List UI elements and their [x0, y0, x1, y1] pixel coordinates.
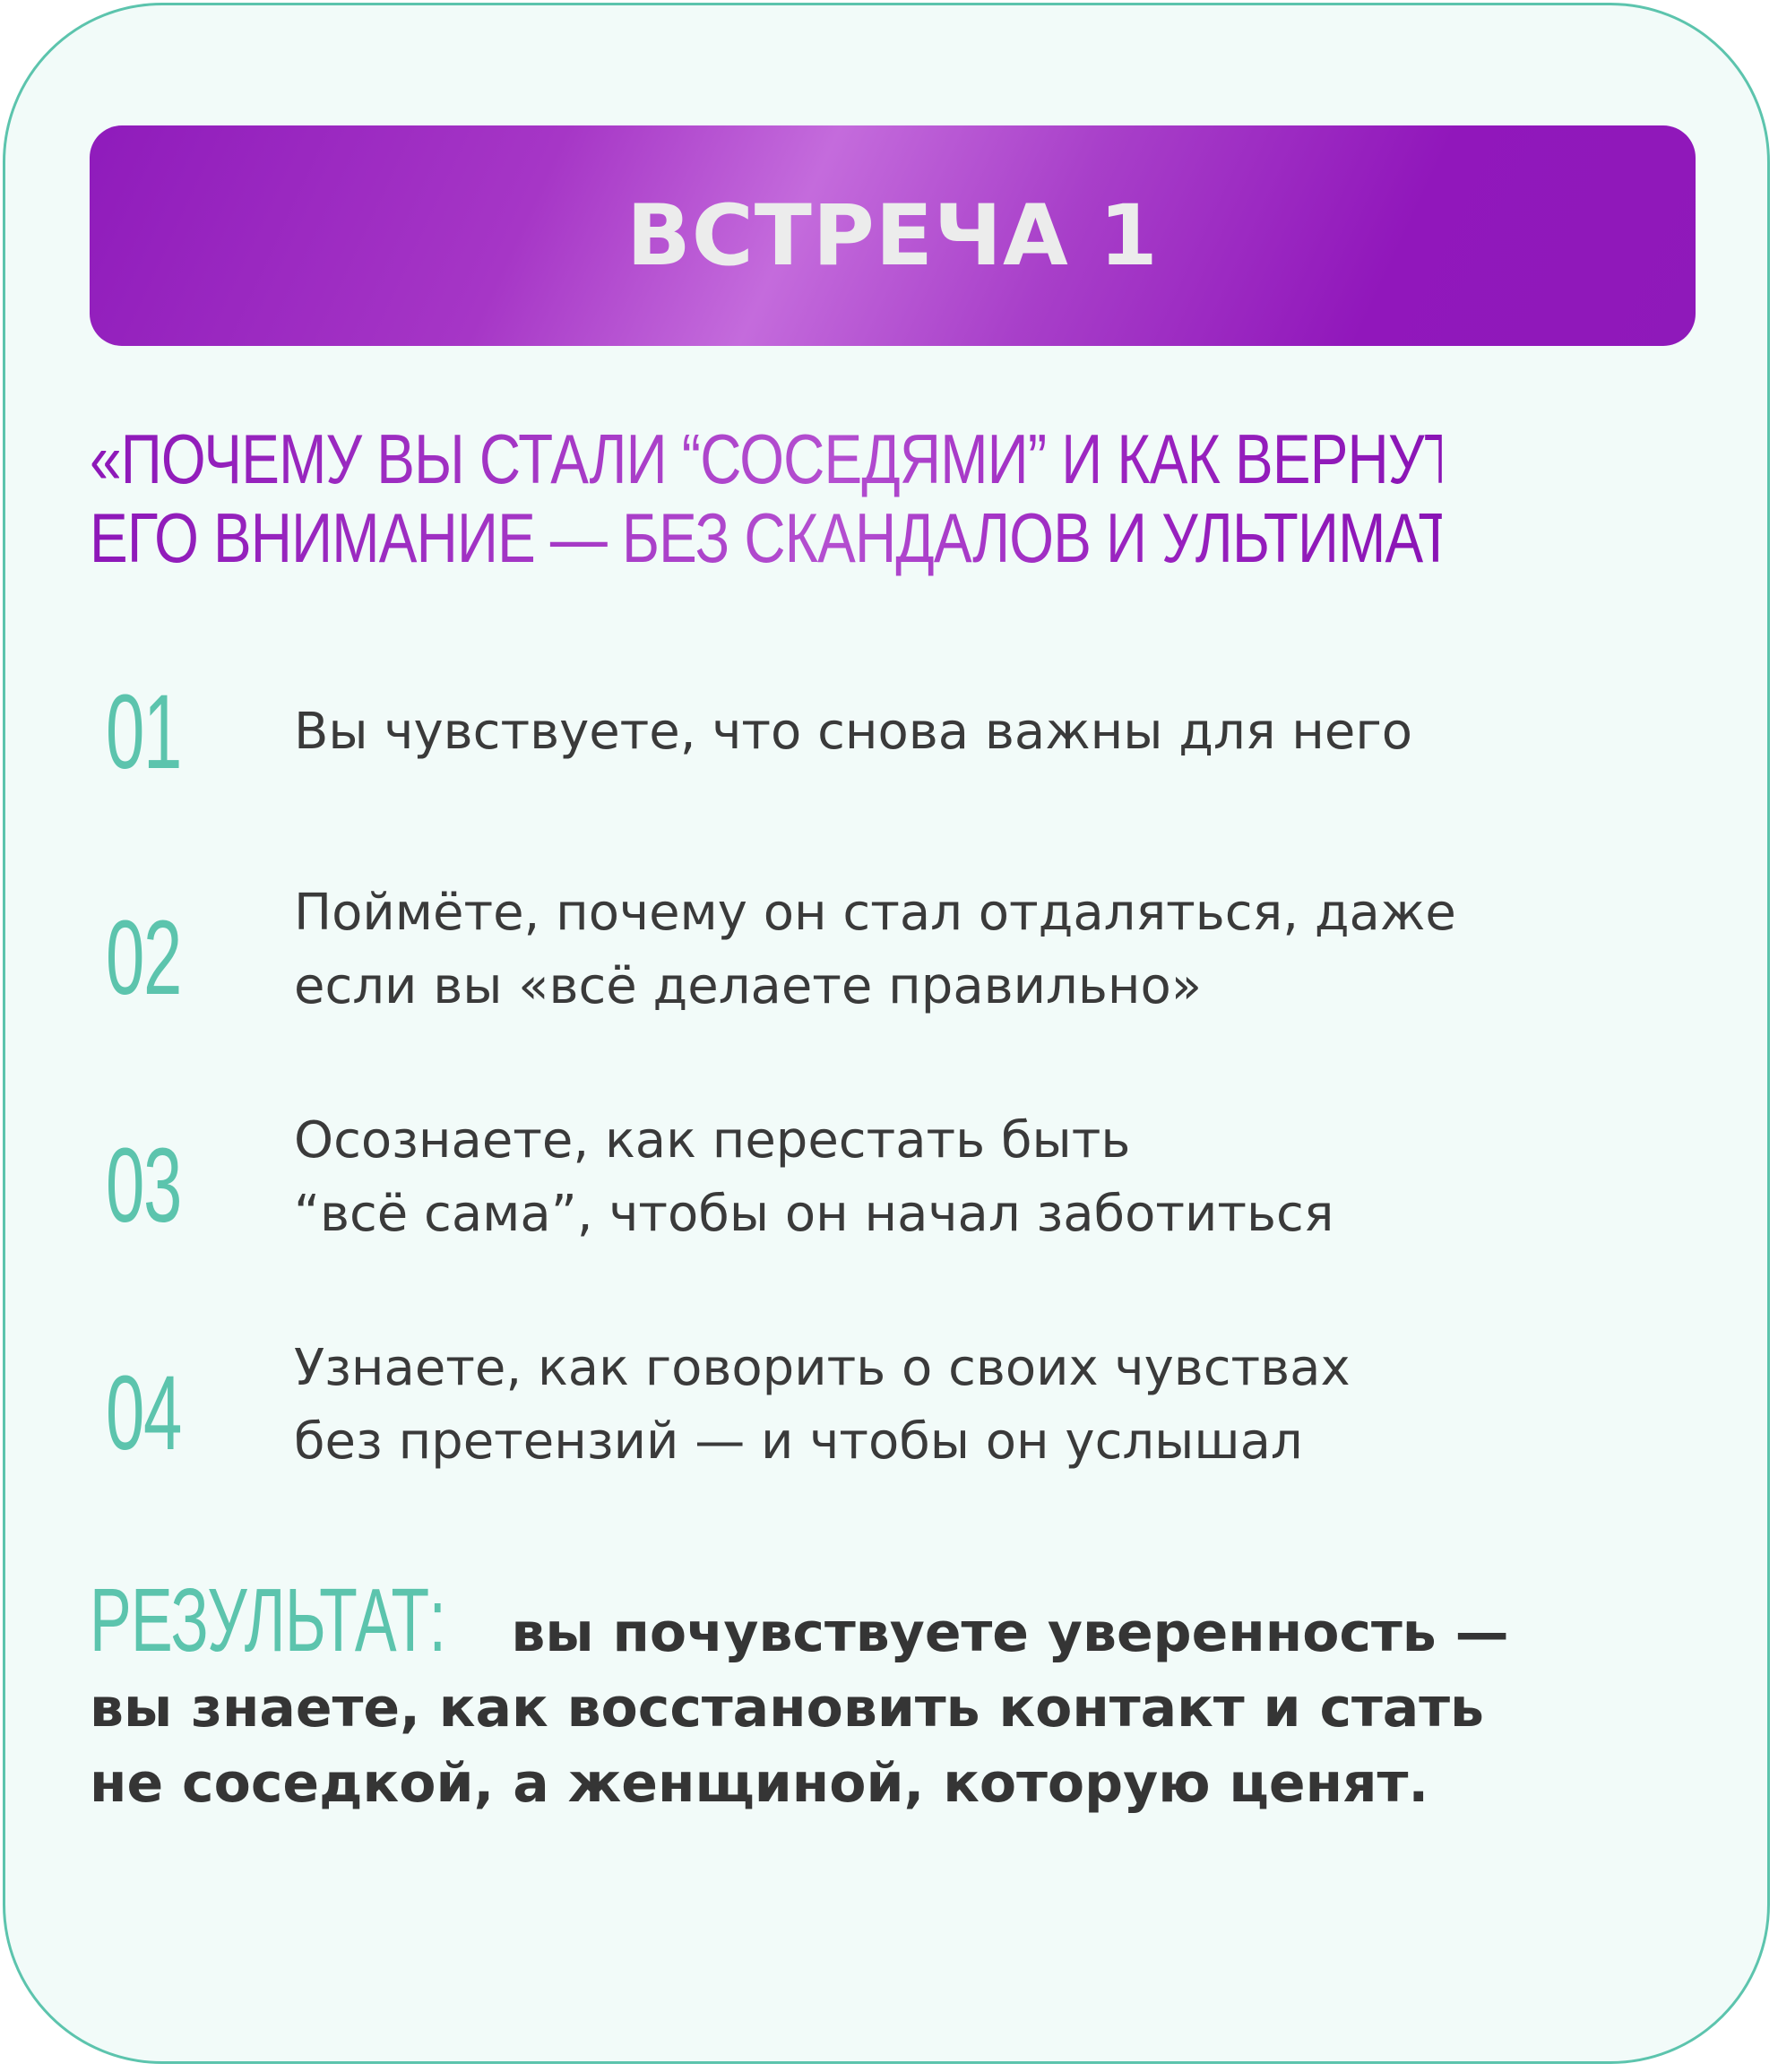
result-line: не соседкой, а женщиной, которую ценят.	[90, 1752, 1429, 1815]
item-text	[294, 876, 1728, 1023]
item-text-line: Вы чувствуете, что снова важны для него	[294, 703, 1413, 761]
item-number: 03	[106, 1127, 181, 1245]
meeting-subtitle	[90, 419, 1648, 577]
item-number: 04	[106, 1354, 181, 1472]
item-number: 01	[106, 673, 181, 791]
item-text-line: Поймёте, почему он стал отдаляться, даже	[294, 884, 1456, 942]
meeting-banner	[90, 125, 1696, 346]
item-number: 02	[106, 899, 181, 1017]
result-text: вы почувствуете уверенность —	[511, 1601, 1509, 1664]
item-text-line: Осознаете, как перестать быть	[294, 1111, 1131, 1170]
result-line: вы знаете, как восстановить контакт и стать	[90, 1677, 1484, 1740]
meeting-title: ВСТРЕЧА 1	[626, 186, 1159, 285]
result-line	[90, 1570, 1721, 1671]
item-text-line: Узнаете, как говорить о своих чувствах	[294, 1339, 1351, 1397]
item-text	[294, 695, 1728, 769]
program-card	[3, 3, 1770, 2064]
result-label: РЕЗУЛЬТАТ:	[90, 1570, 446, 1671]
item-text-line: без претензий — и чтобы он услышал	[294, 1412, 1303, 1471]
subtitle-line: «ПОЧЕМУ ВЫ СТАЛИ “СОСЕДЯМИ” И КАК ВЕРНУТЬ	[90, 419, 1496, 498]
result-block	[90, 1570, 1721, 1821]
subtitle-line: ЕГО ВНИМАНИЕ — БЕЗ СКАНДАЛОВ И УЛЬТИМАТУМОВ»	[90, 498, 1648, 577]
item-text	[294, 1104, 1728, 1251]
item-text	[294, 1332, 1728, 1479]
item-text-line: если вы «всё делаете правильно»	[294, 957, 1202, 1015]
item-text-line: “всё сама”, чтобы он начал заботиться	[294, 1185, 1334, 1243]
